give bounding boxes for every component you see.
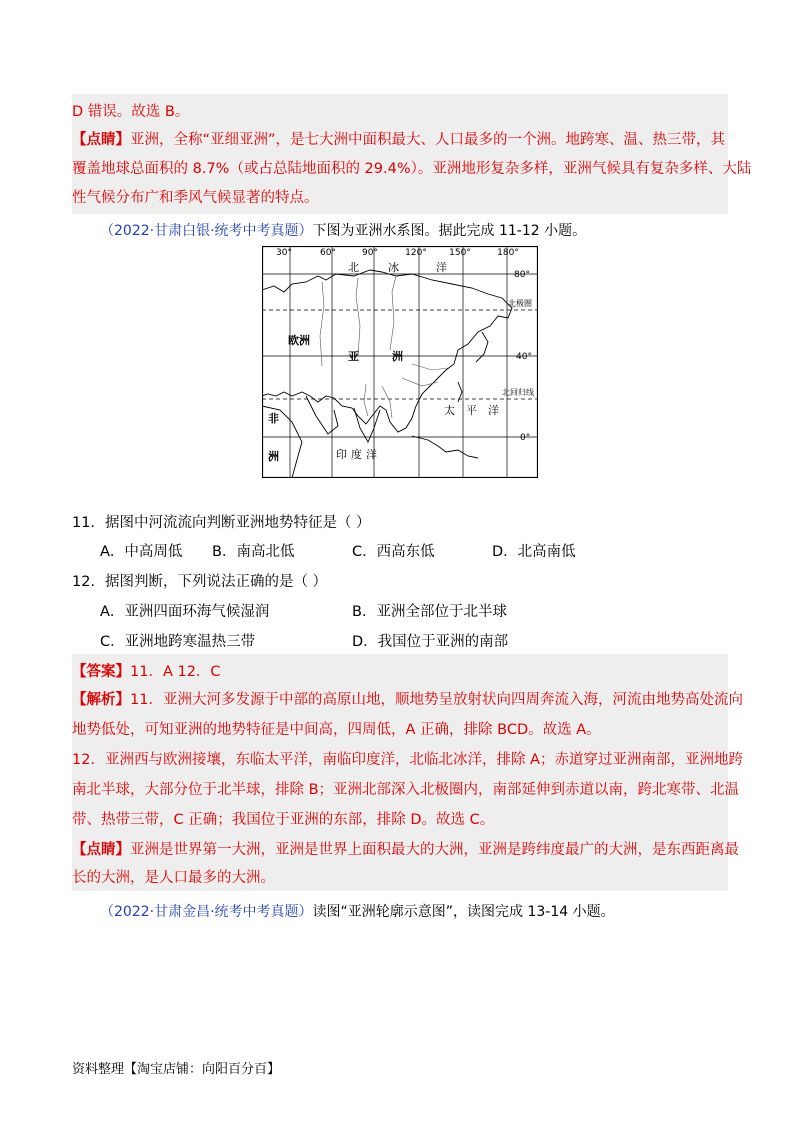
- region-label: 欧洲: [288, 334, 310, 347]
- explanation-line: 覆盖地球总面积的 8.7%（或占总陆地面积的 29.4%）。亚洲地形复杂多样，亚洲气候具有复杂多样、大陆: [72, 161, 752, 177]
- lat-label: 40°: [516, 352, 532, 362]
- q12-option-c[interactable]: C．亚洲地跨寒温热三带: [100, 634, 256, 650]
- answer-line: [72, 660, 221, 681]
- page-footer: 资料整理【淘宝店铺：向阳百分百】: [72, 1062, 281, 1077]
- lon-label: 60°: [320, 248, 336, 258]
- analysis-text: 11．亚洲大河多发源于中部的高原山地，顺地势呈放射状向四周奔流入海，河流由地势高处流向: [130, 692, 743, 708]
- region-label: 洋: [436, 261, 447, 274]
- region-label: 北: [348, 261, 359, 274]
- region-label: 洲: [268, 450, 279, 463]
- answer-text: 11．A 12．C: [130, 664, 221, 680]
- dianjing-paragraph: [72, 128, 725, 149]
- region-label: 亚: [348, 350, 359, 363]
- lon-label: 150°: [449, 248, 471, 258]
- answer-tag: 【答案】: [72, 664, 130, 680]
- lon-label: 90°: [362, 248, 378, 258]
- explanation-line: 性气候分布广和季风气候显著的特点。: [72, 190, 319, 206]
- analysis-line: 12．亚洲西与欧洲接壤，东临太平洋，南临印度洋，北临北冰洋，排除 A；赤道穿过亚洲南部，亚洲地跨: [72, 752, 743, 768]
- region-label: 冰: [388, 261, 399, 274]
- region-label: 非: [268, 412, 279, 425]
- analysis-line: 地势低处，可知亚洲的地势特征是中间高，四周低，A 正确，排除 BCD。故选 A。: [72, 722, 601, 738]
- source-tag: （2022·甘肃金昌·统考中考真题）: [100, 904, 313, 920]
- source-text: 读图“亚洲轮廓示意图”，读图完成 13-14 小题。: [312, 904, 615, 920]
- lat-label: 80°: [514, 270, 530, 280]
- source-text: 下图为亚洲水系图。据此完成 11-12 小题。: [312, 223, 587, 239]
- region-label: 太: [444, 404, 455, 417]
- dianjing-text: 亚洲是世界第一大洲，亚洲是世界上面积最大的大洲，亚洲是跨纬度最广的大洲，是东西距离最: [130, 842, 739, 858]
- source-tag: （2022·甘肃白银·统考中考真题）: [100, 223, 313, 239]
- explanation-line: D 错误。故选 B。: [72, 104, 190, 120]
- q11-option-c[interactable]: C．西高东低: [352, 544, 435, 560]
- analysis-line: 带、热带三带，C 正确；我国位于亚洲的东部，排除 D。故选 C。: [72, 812, 495, 828]
- question-12-stem: 12．据图判断，下列说法正确的是（ ）: [72, 574, 328, 590]
- analysis-line: 南北半球，大部分位于北半球，排除 B；亚洲北部深入北极圈内，南部延伸到赤道以南，跨北寒带、北温: [72, 782, 740, 798]
- question-11-stem: 11．据图中河流流向判断亚洲地势特征是（ ）: [72, 515, 371, 531]
- question-source-intro: [100, 220, 586, 240]
- lon-label: 30°: [276, 248, 292, 258]
- dianjing-tag: 【点睛】: [72, 132, 130, 148]
- lon-label: 120°: [405, 248, 427, 258]
- dianjing-text: 亚洲，全称“亚细亚洲”，是七大洲中面积最大、人口最多的一个洲。地跨寒、温、热三带，其: [130, 132, 726, 148]
- q11-option-d[interactable]: D．北高南低: [492, 544, 576, 560]
- dianjing-tag: 【点睛】: [72, 842, 130, 858]
- asia-river-map: [262, 246, 538, 478]
- region-label: 洋: [488, 404, 499, 417]
- region-label: 印度洋: [336, 448, 381, 461]
- q11-option-b[interactable]: B．南高北低: [212, 544, 295, 560]
- question-source-intro-2: [100, 901, 615, 921]
- region-label: 平: [466, 404, 477, 417]
- analysis-line: [72, 688, 743, 709]
- q12-option-d[interactable]: D．我国位于亚洲的南部: [352, 634, 509, 650]
- region-label: 洲: [392, 350, 403, 363]
- tropic-of-cancer-label: 北回归线: [502, 388, 534, 397]
- q11-option-a[interactable]: A．中高周低: [100, 544, 183, 560]
- lat-label: 0°: [520, 433, 531, 443]
- arctic-circle-label: 北极圈: [508, 299, 532, 308]
- analysis-tag: 【解析】: [72, 692, 130, 708]
- analysis-line: 长的大洲，是人口最多的大洲。: [72, 870, 275, 886]
- dianjing-paragraph-2: [72, 838, 739, 859]
- q12-option-b[interactable]: B．亚洲全部位于北半球: [352, 604, 507, 620]
- q12-option-a[interactable]: A．亚洲四面环海气候湿润: [100, 604, 270, 620]
- lon-label: 180°: [497, 248, 519, 258]
